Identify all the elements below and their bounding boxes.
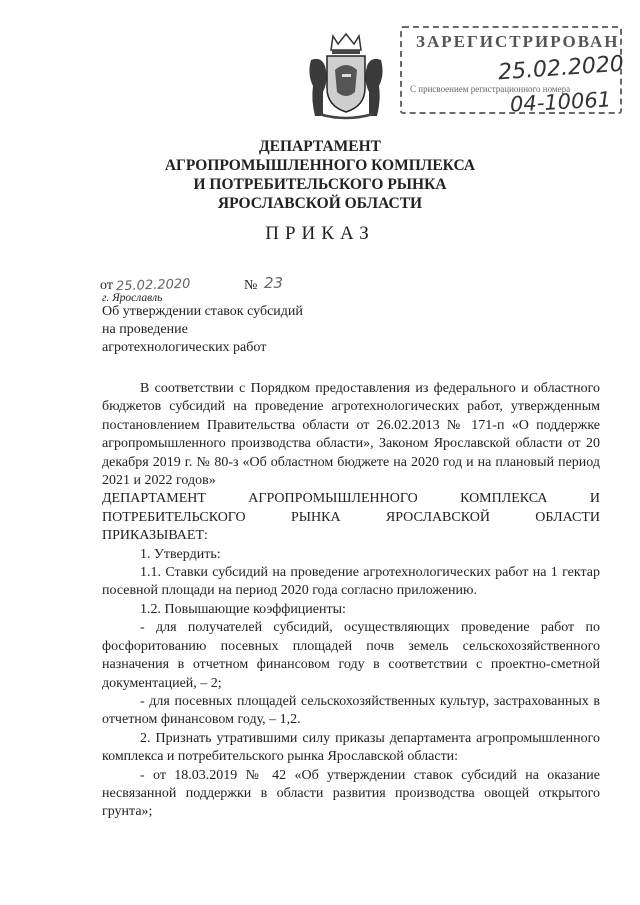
department-title-line: И ПОТРЕБИТЕЛЬСКОГО РЫНКА bbox=[193, 176, 447, 193]
coat-of-arms-emblem bbox=[305, 30, 387, 122]
order-subject-line: агротехнологических работ bbox=[102, 340, 267, 355]
department-caps-line: ПОТРЕБИТЕЛЬСКОГО РЫНКА ЯРОСЛАВСКОЙ ОБЛАСТИ bbox=[102, 509, 600, 525]
department-title-line: ЯРОСЛАВСКОЙ ОБЛАСТИ bbox=[217, 195, 423, 212]
order-number-handwritten: 23 bbox=[264, 274, 284, 292]
stamp-caption: С присвоением регистрационного номера bbox=[410, 84, 571, 94]
item-1: 1. Утвердить: bbox=[140, 546, 221, 562]
item-1-1: 1.1. Ставки субсидий на проведение агротехнологических работ на 1 гектар посевной площади на период 2020 года согласно приложению. bbox=[102, 565, 600, 599]
item-1-2: 1.2. Повышающие коэффициенты: bbox=[140, 601, 346, 617]
department-title-line: АГРОПРОМЫШЛЕННОГО КОМПЛЕКСА bbox=[164, 157, 476, 174]
order-body bbox=[102, 380, 600, 822]
order-date-handwritten: 25.02.2020 bbox=[116, 276, 192, 295]
order-date-label: от bbox=[100, 278, 113, 293]
registration-stamp bbox=[400, 26, 625, 117]
item-1-2-a: - для получателей субсидий, осуществляющих проведение работ по фосфоритованию посевных площадей почв земель сельскохозяйственного назначения в отчетном финансовом году в соответствии с проектно-сметной документацией, – 2; bbox=[102, 620, 600, 691]
order-title: ПРИКАЗ bbox=[265, 223, 375, 244]
item-1-2-b: - для посевных площадей сельскохозяйственных культур, застрахованных в отчетном финансовом году, – 1,2. bbox=[102, 693, 600, 728]
orders-keyword: ПРИКАЗЫВАЕТ: bbox=[102, 528, 208, 544]
intro-paragraph: В соответствии с Порядком предоставления из федерального и областного бюджетов субсидий на проведение агротехнологических работ, утвержденным постановлением Правительства области от 26.02.2013 № 171-п «О поддержке агропромышленного производства области», Законом Ярославской области от 20 декабря 2019 г. № 80-з «Об областном бюджете на 2020 год и на плановый период 2021 и 2022 годов» bbox=[102, 381, 600, 489]
item-2-a: - от 18.03.2019 № 42 «Об утверждении ставок субсидий на оказание несвязанной поддержки в области развития производства овощей открытого грунта»; bbox=[102, 767, 600, 820]
order-subject-line: на проведение bbox=[102, 322, 188, 337]
item-2: 2. Признать утратившими силу приказы департамента агропромышленного комплекса и потребительского рынка Ярославской области: bbox=[102, 730, 600, 765]
order-city: г. Ярославль bbox=[102, 292, 163, 304]
stamp-title: ЗАРЕГИСТРИРОВАН bbox=[416, 32, 620, 51]
department-title-line: ДЕПАРТАМЕНТ bbox=[258, 138, 382, 155]
stamp-registration-number: 04-10061 bbox=[509, 87, 612, 117]
stamp-registration-date: 25.02.2020 bbox=[497, 51, 625, 86]
department-title bbox=[0, 137, 640, 213]
order-number-label: № bbox=[244, 278, 258, 293]
order-subject bbox=[102, 303, 303, 357]
department-caps-line: ДЕПАРТАМЕНТ АГРОПРОМЫШЛЕННОГО КОМПЛЕКСА И bbox=[102, 491, 600, 507]
order-subject-line: Об утверждении ставок субсидий bbox=[102, 304, 303, 319]
